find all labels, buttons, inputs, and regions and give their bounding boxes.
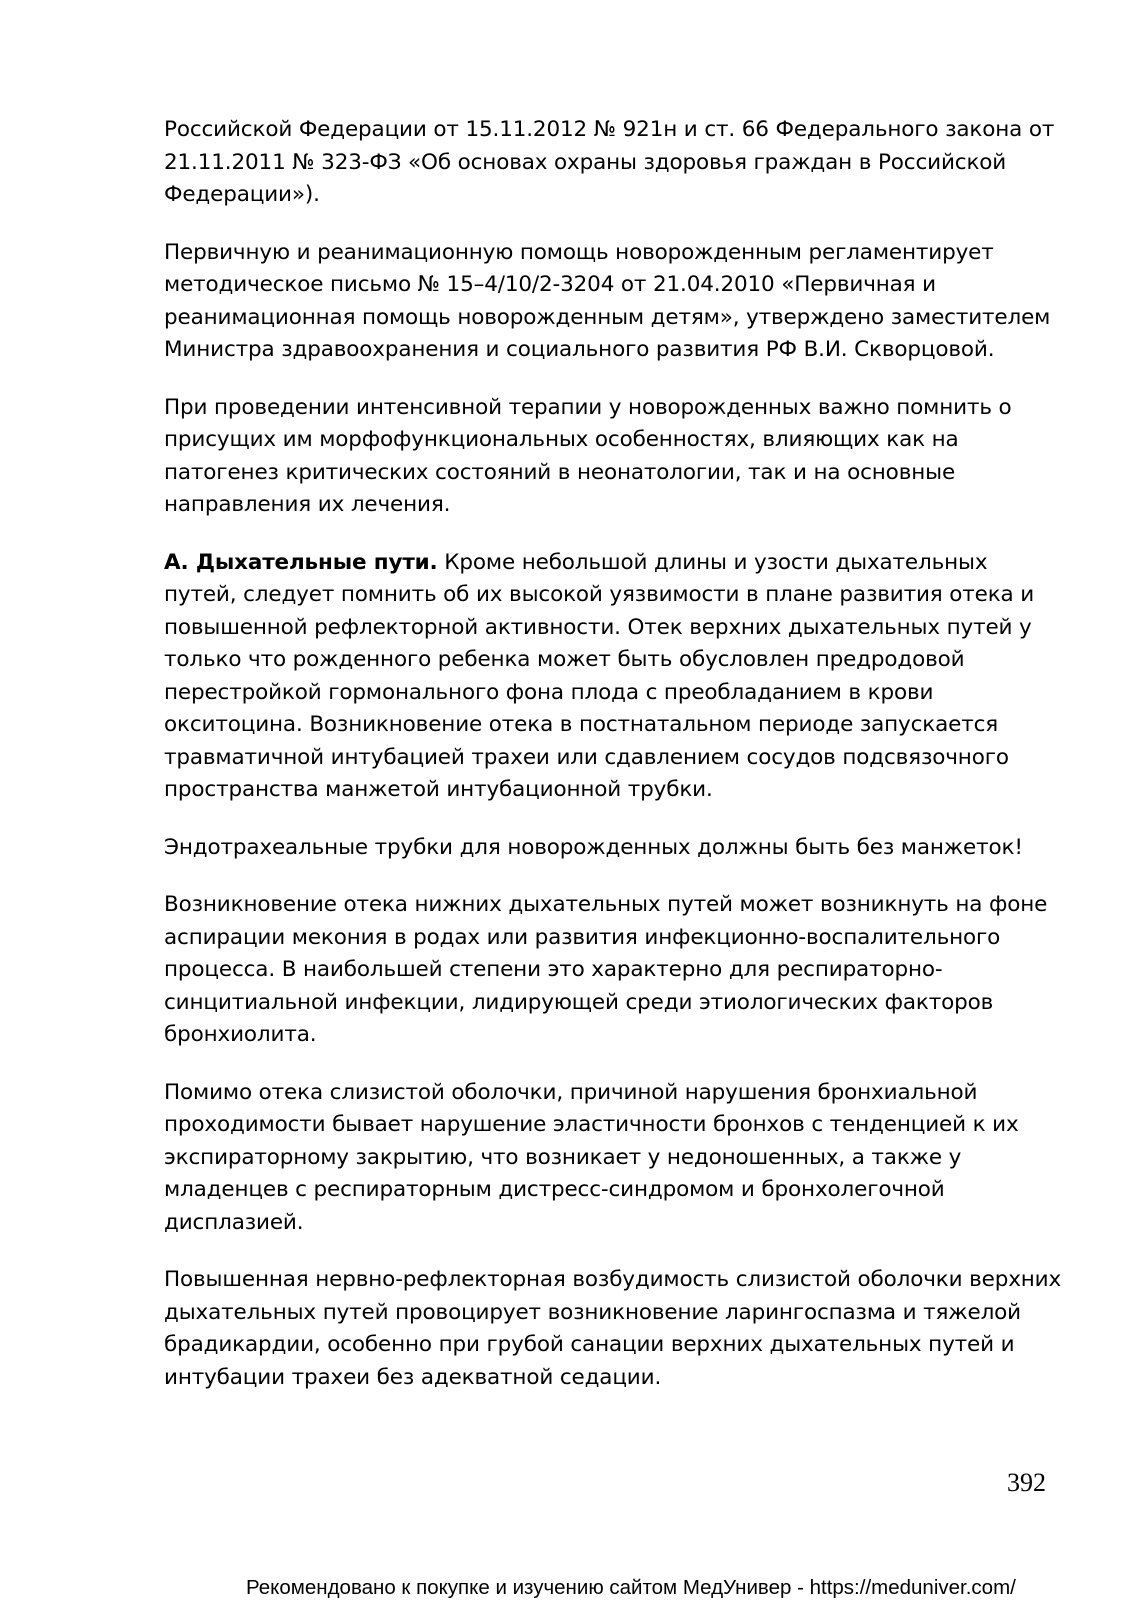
paragraph-legal-reference xyxy=(164,114,1064,212)
paragraph-text: При проведении интенсивной терапии у новорожденных важно помнить о присущих им морфофункциональных особенностях, влияющих как на патогенез критических состояний в неонатологии, так и на основные направления их лечения. xyxy=(164,394,1012,517)
paragraph-intensive-therapy xyxy=(164,392,1064,522)
page-number: 392 xyxy=(1007,1468,1046,1497)
paragraph-text: Эндотрахеальные трубки для новорожденных должны быть без манжеток! xyxy=(164,834,1023,860)
footer-recommendation: Рекомендовано к покупке и изучению сайтом МедУнивер - https://meduniver.com/ xyxy=(246,1576,1016,1599)
paragraph-airways xyxy=(164,547,1064,807)
paragraph-endotracheal-tubes xyxy=(164,832,1064,865)
paragraph-text: Повышенная нервно-рефлекторная возбудимость слизистой оболочки верхних дыхательных путей провоцирует возникновение ларингоспазма и тяжелой брадикардии, особенно при грубой санации верхних дыхательных путей и интубации трахеи без адекватной седации. xyxy=(164,1267,1062,1390)
paragraph-text: Помимо отека слизистой оболочки, причиной нарушения бронхиальной проходимости бывает нарушение эластичности бронхов с тенденцией к их экспираторному закрытию, что возникает у недоношенных, а также у младенцев с респираторным дистресс-синдромом и бронхолегочной дисплазией. xyxy=(164,1079,1019,1235)
paragraph-text: Кроме небольшой длины и узости дыхательных путей, следует помнить об их высокой уязвимости в плане развития отека и повышенной рефлекторной активности. Отек верхних дыхательных путей у только что рожденного ребенка может быть обусловлен предродовой перестройкой гормонального фона плода с преобладанием в крови окситоцина. Возникновение отека в постнатальном периоде запускается травматичной интубацией трахеи или сдавлением сосудов подсвязочного пространства манжетой интубационной трубки. xyxy=(164,549,1035,802)
document-body xyxy=(164,114,1064,1419)
paragraph-reflex-excitability xyxy=(164,1264,1064,1394)
section-heading-airways: А. Дыхательные пути. xyxy=(164,549,438,575)
paragraph-text: Первичную и реанимационную помощь новорожденным регламентирует методическое письмо № 15–4/10/2-3204 от 21.04.2010 «Первичная и реанимационная помощь новорожденным детям», утверждено заместителем Министра здравоохранения и социального развития РФ В.И. Скворцовой. xyxy=(164,239,1051,362)
paragraph-lower-airways-edema xyxy=(164,889,1064,1052)
paragraph-text: Российской Федерации от 15.11.2012 № 921н и ст. 66 Федерального закона от 21.11.2011 № 323-ФЗ «Об основах охраны здоровья граждан в Российской Федерации»). xyxy=(164,117,1055,207)
paragraph-bronchial-patency xyxy=(164,1077,1064,1240)
paragraph-text: Возникновение отека нижних дыхательных путей может возникнуть на фоне аспирации мекония в родах или развития инфекционно-воспалительного процесса. В наибольшей степени это характерно для респираторно-синцитиальной инфекции, лидирующей среди этиологических факторов бронхиолита. xyxy=(164,892,1048,1047)
paragraph-primary-care-regulation xyxy=(164,237,1064,367)
